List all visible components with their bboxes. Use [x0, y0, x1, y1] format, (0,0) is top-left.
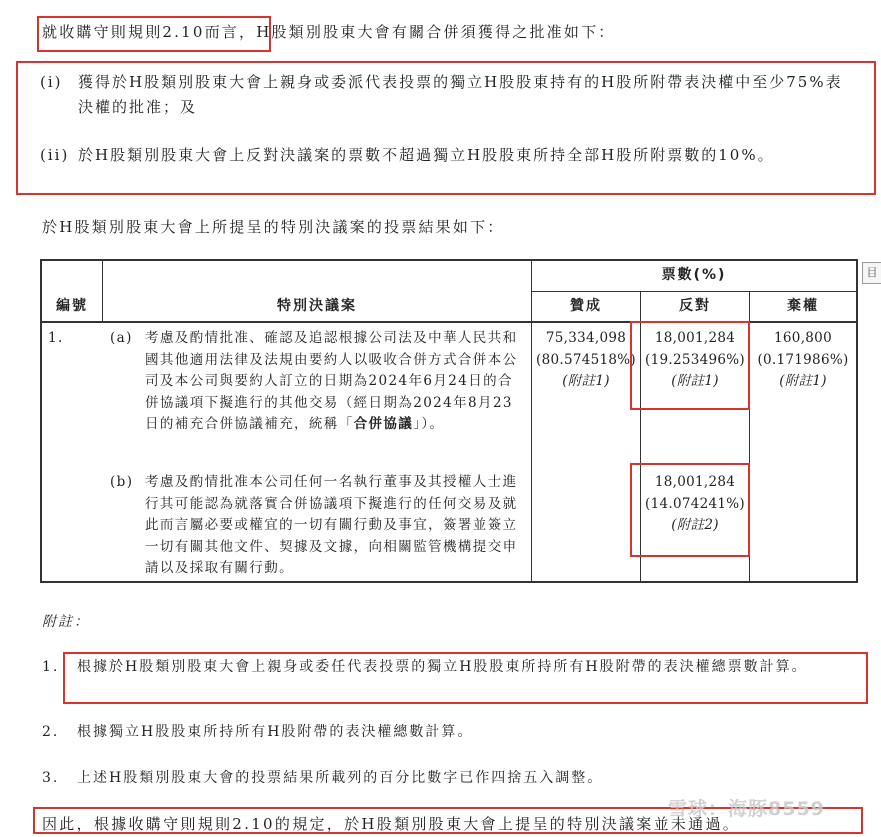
resolution-b-text: 考慮及酌情批准本公司任何一名執行董事及其授權人士進行其可能認為就落實合併協議項下擬進行的任何交易及就此而言屬必要或權宜的一切有關行動及事宜，簽署並簽立一切有關其他文件、契據及文據，向相關監管機構提交申請以及採取有關行動。	[145, 474, 518, 576]
header-abstain: 棄權	[787, 298, 819, 314]
vote-count: 18,001,284	[654, 330, 736, 346]
highlight-box-conditions	[16, 61, 876, 195]
vote-note: (附註1)	[779, 373, 827, 389]
table-border-right	[856, 259, 858, 583]
vote-percent: (80.574518%)	[536, 351, 636, 368]
vote-percent: (19.253496%)	[645, 351, 745, 368]
condition-number: (i)	[40, 73, 63, 91]
resolution-b-label: (b)	[110, 474, 134, 490]
highlight-box-against-a	[630, 321, 750, 410]
table-border-bottom	[40, 581, 858, 583]
row-number: 1.	[48, 330, 64, 346]
condition-text: 於H股類別股東大會上反對決議案的票數不超過獨立H股股東所持全部H股所附票數的10%。	[78, 146, 775, 164]
header-against: 反對	[679, 298, 711, 314]
conclusion: 因此，根據收購守則規則2.10的規定，於H股類別股東大會上提呈的特別決議案並未通過。	[42, 815, 741, 833]
intro-rest: ，H股類別股東大會有關合併須獲得之批准如下：	[239, 23, 616, 41]
header-resolution: 特別決議案	[277, 298, 357, 314]
highlight-box-intro	[37, 16, 271, 52]
vote-note: (附註2)	[671, 517, 719, 533]
note-number: 3.	[42, 770, 60, 786]
vote-note: (附註1)	[562, 373, 610, 389]
condition-number: (ii)	[40, 146, 70, 164]
highlight-box-note-1	[63, 652, 868, 704]
vote-a-abstain	[750, 328, 856, 393]
side-panel-icon[interactable]: 目	[862, 262, 881, 284]
intro-highlight: 就收購守則規則2.10而言	[42, 23, 239, 41]
note-text: 根據獨立H股股東所持所有H股附帶的表決權總數計算。	[77, 724, 474, 740]
vote-count: 75,334,098	[545, 330, 627, 346]
condition-text: 獲得於H股類別股東大會上親身或委派代表投票的獨立H股股東持有的H股所附帶表決權中至少75%表決權的批准；及	[78, 73, 843, 116]
results-intro: 於H股類別股東大會上所提呈的特別決議案的投票結果如下：	[42, 218, 505, 236]
note-text: 根據於H股類別股東大會上親身或委任代表投票的獨立H股股東所持所有H股附帶的表決權總票數計算。	[77, 659, 808, 675]
vote-note: (附註1)	[671, 373, 719, 389]
vote-count: 160,800	[774, 330, 832, 346]
vote-percent: (0.171986%)	[757, 351, 849, 368]
notes-title: 附註：	[42, 614, 90, 630]
header-for: 贊成	[570, 298, 602, 314]
header-votes: 票數(%)	[661, 267, 727, 283]
highlight-box-against-b	[630, 463, 750, 557]
table-divider	[531, 291, 857, 292]
merger-agreement-term: 合併協議	[353, 416, 414, 432]
note-text: 上述H股類別股東大會的投票結果所載列的百分比數字已作四捨五入調整。	[77, 770, 604, 786]
header-no: 編號	[56, 298, 88, 314]
note-number: 1.	[42, 659, 60, 675]
watermark: 雪球：海豚8559	[668, 798, 825, 820]
vote-a-for	[532, 328, 640, 393]
vote-count: 18,001,284	[654, 474, 736, 490]
table-border-top	[40, 259, 858, 261]
vote-percent: (14.074241%)	[645, 495, 745, 512]
note-number: 2.	[42, 724, 60, 740]
resolution-a-label: (a)	[110, 330, 133, 346]
resolution-a-text: 考慮及酌情批准、確認及追認根據公司法及中華人民共和國其他適用法律及法規由要約人以吸收合併方式合併本公司及本公司與要約人訂立的日期為2024年6月24日的合併協議項下擬進行的其他交易（經日期為2024年8月23日的補充合併協議補充，統稱「合併協議」）。	[145, 330, 518, 432]
